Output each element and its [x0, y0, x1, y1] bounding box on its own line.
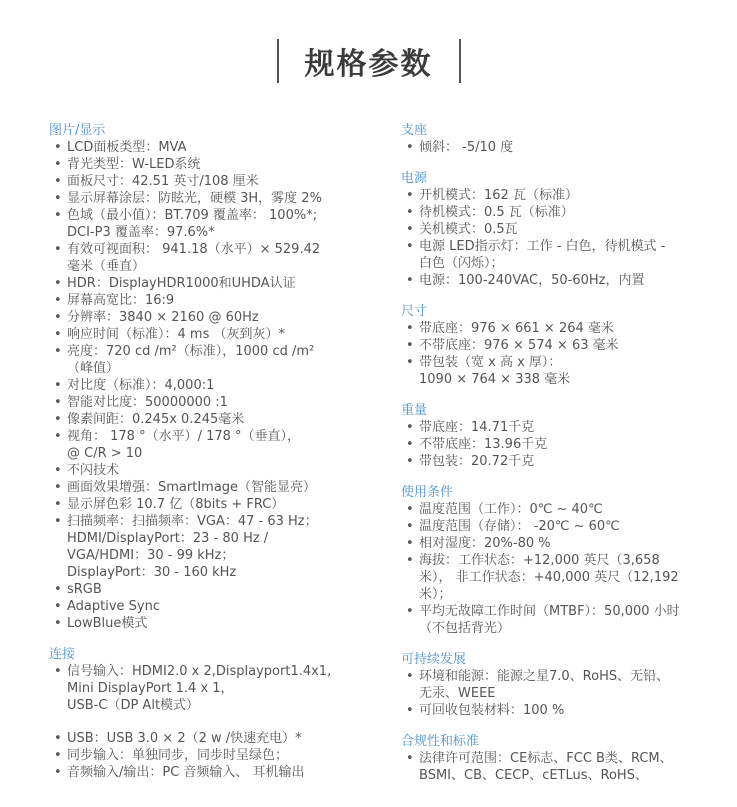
- spec-list: [401, 501, 721, 637]
- spec-item-text: HDMI/DisplayPort：23 - 80 Hz /: [67, 531, 269, 546]
- spec-item-text: • sRGB: [67, 582, 102, 597]
- spec-item-text: • 带底座：976 × 661 × 264 毫米: [419, 321, 614, 336]
- spec-item-text: @ C/R > 10: [67, 446, 143, 461]
- spec-item: [401, 320, 721, 337]
- spec-item-text: • 响应时间（标准）：4 ms （灰到灰）*: [67, 327, 285, 342]
- spec-section: [401, 122, 721, 156]
- spec-item: [49, 462, 369, 479]
- spec-item-text: • 相对湿度：20%-80 %: [419, 536, 551, 551]
- section-title: 使用条件: [401, 485, 454, 500]
- spec-item-text: • 对比度（标准）：4,000:1: [67, 378, 215, 393]
- spec-item: [401, 603, 721, 637]
- spec-section: [401, 170, 721, 289]
- spec-item-text: 1090 × 764 × 338 毫米: [419, 372, 571, 387]
- spec-item-text: • 环境和能源：能源之星7.0、RoHS、无铅、: [419, 669, 670, 684]
- spec-item-text: • HDR：DisplayHDR1000和UHDA认证: [67, 276, 296, 291]
- spec-item-text: • 音频输入/输出：PC 音频输入、 耳机输出: [67, 765, 305, 780]
- spec-list: [401, 750, 721, 784]
- spec-item: [49, 275, 369, 292]
- right-column: [401, 122, 721, 798]
- spec-item: [49, 663, 369, 714]
- spec-section: [401, 733, 721, 784]
- spec-item: [401, 221, 721, 238]
- spec-item-text: 无汞、WEEE: [419, 686, 496, 701]
- spec-item-text: • LowBlue模式: [67, 616, 148, 631]
- spec-item-text: • 扫描频率：扫描频率：VGA：47 - 63 Hz；: [67, 514, 318, 529]
- spec-item-text: • 同步输入：单独同步，同步时呈绿色；: [67, 748, 289, 763]
- spec-item-text: USB-C（DP Alt模式）: [67, 698, 200, 713]
- spec-list: [401, 139, 721, 156]
- spec-item-text: • 法律许可范围：CE标志、FCC B类、RCM、: [419, 751, 673, 766]
- spec-item: [401, 187, 721, 204]
- spec-item: [49, 581, 369, 598]
- spec-item: [401, 535, 721, 552]
- spec-item: [49, 747, 369, 764]
- spec-item-text: • 有效可视面积： 941.18（水平）× 529.42: [67, 242, 321, 257]
- spec-item: [401, 702, 721, 719]
- spec-item: [49, 730, 369, 747]
- spec-item-text: • LCD面板类型：MVA: [67, 140, 187, 155]
- spec-item-text: • 可回收包装材料：100 %: [419, 703, 565, 718]
- spec-item-text: • 面板尺寸：42.51 英寸/108 厘米: [67, 174, 259, 189]
- page-header: [0, 38, 737, 84]
- spec-item: [49, 598, 369, 615]
- spec-item: [401, 750, 721, 784]
- spec-item-text: • 关机模式：0.5瓦: [419, 222, 518, 237]
- section-title: 连接: [49, 647, 76, 662]
- spec-item-text: • 开机模式：162 瓦（标准）: [419, 188, 578, 203]
- spec-item-text: BSMI、CB、CECP、cETLus、RoHS、: [419, 768, 648, 783]
- spec-item-text: DisplayPort：30 - 160 kHz: [67, 565, 237, 580]
- section-title: 尺寸: [401, 304, 428, 319]
- spec-item: [401, 668, 721, 702]
- spec-item-text: • 海拔：工作状态：+12,000 英尺（3,658: [419, 553, 660, 568]
- spec-item: [49, 428, 369, 462]
- spec-item-text: 米）；: [419, 587, 452, 602]
- spec-item: [401, 453, 721, 470]
- spec-item-text: • 温度范围（存储）： -20℃ ~ 60℃: [419, 519, 620, 534]
- spec-item: [401, 518, 721, 535]
- section-title: 支座: [401, 123, 428, 138]
- title-divider-right: [459, 39, 461, 83]
- section-title: 合规性和标准: [401, 734, 480, 749]
- spec-item-text: • 分辨率：3840 × 2160 @ 60Hz: [67, 310, 259, 325]
- spec-item: [401, 139, 721, 156]
- spec-item-text: • 背光类型：W-LED系统: [67, 157, 201, 172]
- section-title: 图片/显示: [49, 123, 106, 138]
- spec-item: [49, 411, 369, 428]
- spec-item-text: • 倾斜： -5/10 度: [419, 140, 514, 155]
- spec-item: [49, 190, 369, 207]
- spec-item-text: 毫米（垂直）: [67, 259, 146, 274]
- spec-item: [401, 436, 721, 453]
- spec-item-text: Mini DisplayPort 1.4 x 1，: [67, 681, 234, 696]
- spec-item-text: • 像素间距：0.245x 0.245毫米: [67, 412, 245, 427]
- spec-item: [49, 615, 369, 632]
- spec-item-text: • 待机模式：0.5 瓦（标准）: [419, 205, 574, 220]
- spec-list: [49, 663, 369, 781]
- spec-item-text: • 带包装（宽 x 高 x 厚）：: [419, 355, 562, 370]
- spec-section: [401, 303, 721, 388]
- spec-item-text: • 平均无故障工作时间（MTBF）：50,000 小时: [419, 604, 680, 619]
- spec-item: [49, 292, 369, 309]
- spec-item-text: • 画面效果增强：SmartImage（智能显亮）: [67, 480, 317, 495]
- spec-item-text: • 视角： 178 °（水平）/ 178 °（垂直），: [67, 429, 301, 444]
- spec-item: [401, 552, 721, 603]
- spec-item-text: • 带包装：20.72千克: [419, 454, 535, 469]
- left-column: [49, 122, 369, 795]
- spec-item: [401, 354, 721, 388]
- spec-item: [401, 272, 721, 289]
- spec-item-text: • 不闪技术: [67, 463, 120, 478]
- section-title: 可持续发展: [401, 652, 467, 667]
- spec-list: [401, 187, 721, 289]
- spec-item-text: 白色（闪烁）；: [419, 256, 504, 271]
- spec-item-text: • 不带底座：13.96千克: [419, 437, 548, 452]
- spec-item-text: • 带底座：14.71千克: [419, 420, 535, 435]
- spec-item: [49, 479, 369, 496]
- spec-item: [49, 377, 369, 394]
- spec-item-text: • USB：USB 3.0 × 2（2 w /快速充电）*: [67, 731, 302, 746]
- spec-item: [49, 173, 369, 190]
- spec-item: [49, 207, 369, 241]
- spec-item-text: • 色域（最小值）：BT.709 覆盖率： 100%*;: [67, 208, 318, 223]
- title-divider-left: [277, 39, 279, 83]
- spec-item: [401, 204, 721, 221]
- section-title: 重量: [401, 403, 428, 418]
- spec-item: [49, 139, 369, 156]
- spec-item: [49, 496, 369, 513]
- spec-item: [49, 394, 369, 411]
- spec-item: [49, 343, 369, 377]
- spec-item: [49, 513, 369, 581]
- spec-section: [401, 651, 721, 719]
- spec-item-text: • 电源 LED指示灯：工作 - 白色，待机模式 -: [419, 239, 666, 254]
- spec-item-text: • 屏幕高宽比：16:9: [67, 293, 175, 308]
- spec-item-text: （峰值）: [67, 361, 120, 376]
- spec-section: [401, 402, 721, 470]
- spec-item-text: VGA/HDMI：30 - 99 kHz；: [67, 548, 235, 563]
- spec-item: [401, 337, 721, 354]
- spec-list: [49, 139, 369, 632]
- spec-list: [401, 320, 721, 388]
- spec-item-text: 米）， 非工作状态：+40,000 英尺（12,192: [419, 570, 679, 585]
- spec-item: [49, 309, 369, 326]
- spec-item: [49, 326, 369, 343]
- spec-section: [401, 484, 721, 637]
- spec-item: [49, 241, 369, 275]
- spec-item-text: • Adaptive Sync: [67, 599, 160, 614]
- section-title: 电源: [401, 171, 428, 186]
- spec-item-text: • 智能对比度：50000000 :1: [67, 395, 228, 410]
- spec-item-text: • 温度范围（工作）：0℃ ~ 40℃: [419, 502, 603, 517]
- spec-item-text: • 电源：100-240VAC，50-60Hz，内置: [419, 273, 645, 288]
- spec-item: [401, 238, 721, 272]
- spec-list: [401, 668, 721, 719]
- spec-item: [401, 419, 721, 436]
- spec-list: [401, 419, 721, 470]
- page-title: 规格参数: [304, 47, 433, 82]
- spec-item: [49, 156, 369, 173]
- spec-item-text: • 不带底座：976 × 574 × 63 毫米: [419, 338, 619, 353]
- spec-item-text: • 显示屏色彩 10.7 亿（8bits + FRC）: [67, 497, 285, 512]
- spec-item-text: （不包括背光）: [419, 621, 511, 636]
- spec-item-text: • 显示屏幕涂层：防眩光，硬模 3H，雾度 2%: [67, 191, 322, 206]
- spec-section: [49, 122, 369, 632]
- spec-section: [49, 646, 369, 781]
- spec-item: [401, 501, 721, 518]
- spec-item: [49, 764, 369, 781]
- spec-item-text: • 信号输入：HDMI2.0 x 2,Displayport1.4x1,: [67, 664, 332, 679]
- spec-item-text: • 亮度：720 cd /m²（标准），1000 cd /m²: [67, 344, 315, 359]
- spec-item-text: DCI-P3 覆盖率：97.6%*: [67, 225, 215, 240]
